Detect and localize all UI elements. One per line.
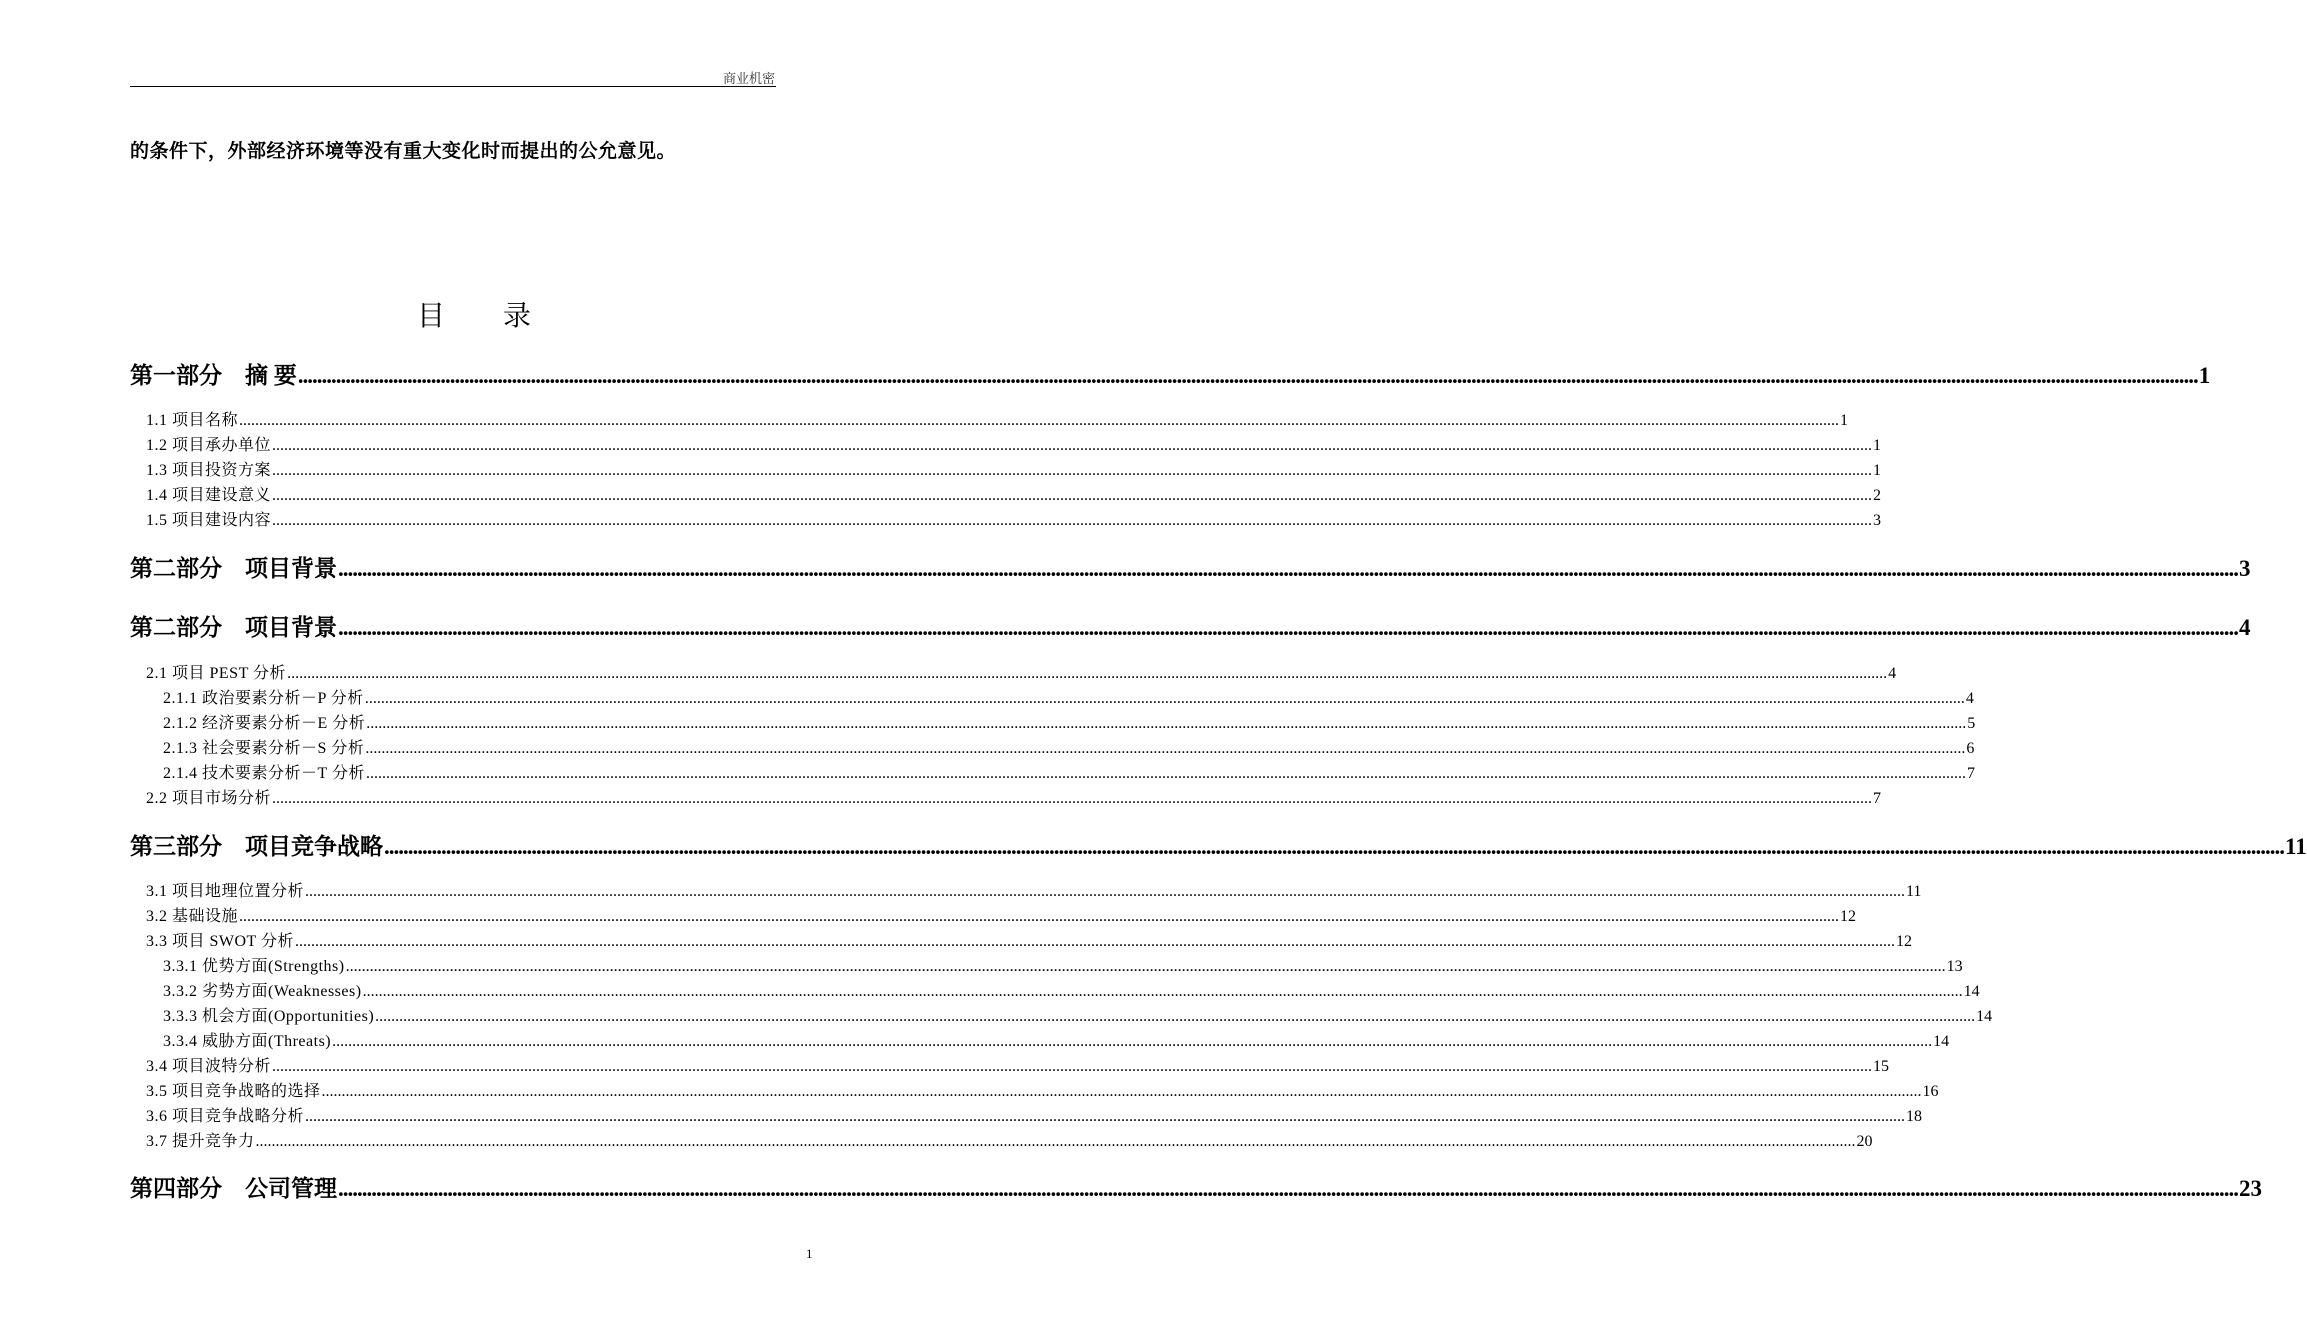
toc-entry-page: 3 [1873, 512, 1882, 529]
toc-entry[interactable] [146, 785, 1882, 808]
toc-leader-dots: ................................................................................................................................................................................................................................................................................................................................................................................................................ [295, 933, 1896, 950]
toc-entry-label: 第一部分 摘 要 [130, 363, 297, 388]
toc-entry-label: 3.3.2 劣势方面(Weaknesses) [163, 983, 362, 1000]
toc-entry[interactable] [163, 1028, 1950, 1051]
toc-entry-page: 1 [1873, 437, 1882, 454]
toc-title [0, 294, 950, 334]
toc-entry-page: 2 [1873, 487, 1882, 504]
toc-leader-dots: ................................................................................................................................................................................................................................................................................................................................................................................................................ [321, 1083, 1922, 1100]
toc-entry-label: 1.1 项目名称 [146, 412, 239, 429]
toc-entry-page: 1 [1873, 462, 1882, 479]
toc-entry-page: 3 [2239, 556, 2251, 581]
toc-entry[interactable] [146, 1128, 1873, 1151]
header-text: 商业机密 [722, 71, 775, 86]
toc-part-entry[interactable] [130, 828, 2307, 861]
toc-leader-dots: ................................................................................................................................................................................................................................................................................................................................................................................................................ [375, 1008, 1976, 1025]
toc-entry-page: 5 [1967, 715, 1976, 732]
toc-entry-label: 第二部分 项目背景 [130, 556, 337, 581]
toc-entry[interactable] [146, 432, 1882, 455]
toc-entry[interactable] [163, 685, 1974, 708]
toc-leader-dots: ................................................................................................................................................................................................................................................................................................................................................................................................................ [365, 740, 1966, 757]
toc-entry-label: 2.1.3 社会要素分析－S 分析 [163, 740, 365, 757]
toc-entry-label: 2.1 项目 PEST 分析 [146, 665, 287, 682]
toc-entry-label: 1.3 项目投资方案 [146, 462, 272, 479]
toc-entry[interactable] [163, 953, 1963, 976]
toc-entry[interactable] [146, 903, 1857, 926]
toc-leader-dots: ................................................................................................................................................................................................................................................................................................................................................................................................................ [362, 983, 1963, 1000]
toc-leader-dots: ................................................................................................................................................................................................................................................................................................................................................................................................................ [384, 834, 2284, 859]
toc-leader-dots: ................................................................................................................................................................................................................................................................................................................................................................................................................ [305, 1108, 1906, 1125]
toc-entry-page: 12 [1840, 908, 1857, 925]
toc-leader-dots: ................................................................................................................................................................................................................................................................................................................................................................................................................ [272, 512, 1873, 529]
toc-leader-dots: ................................................................................................................................................................................................................................................................................................................................................................................................................ [239, 908, 1840, 925]
toc-entry[interactable] [163, 735, 1975, 758]
toc-leader-dots: ................................................................................................................................................................................................................................................................................................................................................................................................................ [338, 615, 2238, 640]
toc-entry[interactable] [146, 1053, 1890, 1076]
toc-leader-dots: ................................................................................................................................................................................................................................................................................................................................................................................................................ [305, 883, 1906, 900]
toc-entry-page: 7 [1873, 790, 1882, 807]
toc-entry-page: 13 [1946, 958, 1963, 975]
toc-leader-dots: ................................................................................................................................................................................................................................................................................................................................................................................................................ [272, 790, 1873, 807]
toc-entry-page: 20 [1856, 1133, 1873, 1150]
toc-entry-label: 3.2 基础设施 [146, 908, 239, 925]
toc-entry-label: 1.4 项目建设意义 [146, 487, 272, 504]
toc-part-entry[interactable] [130, 550, 2251, 583]
toc-entry-page: 23 [2239, 1176, 2262, 1201]
toc-entry[interactable] [163, 760, 1975, 783]
toc-entry-page: 14 [1933, 1033, 1950, 1050]
toc-entry[interactable] [163, 978, 1980, 1001]
toc-entry-label: 2.2 项目市场分析 [146, 790, 272, 807]
toc-entry-label: 3.3.4 威胁方面(Threats) [163, 1033, 332, 1050]
toc-leader-dots: ................................................................................................................................................................................................................................................................................................................................................................................................................ [338, 556, 2238, 581]
toc-entry-label: 3.3.3 机会方面(Opportunities) [163, 1008, 375, 1025]
toc-leader-dots: ................................................................................................................................................................................................................................................................................................................................................................................................................ [287, 665, 1888, 682]
toc-leader-dots: ................................................................................................................................................................................................................................................................................................................................................................................................................ [272, 437, 1873, 454]
toc-entry-label: 3.3 项目 SWOT 分析 [146, 933, 295, 950]
toc-entry[interactable] [146, 1103, 1923, 1126]
toc-entry-page: 6 [1966, 740, 1975, 757]
toc-entry-page: 12 [1896, 933, 1913, 950]
toc-entry-page: 1 [1840, 412, 1849, 429]
toc-entry[interactable] [146, 878, 1922, 901]
toc-entry-label: 2.1.2 经济要素分析－E 分析 [163, 715, 366, 732]
toc-entry-page: 4 [1965, 690, 1974, 707]
toc-entry-label: 3.3.1 优势方面(Strengths) [163, 958, 345, 975]
header-rule [130, 86, 776, 87]
toc-entry[interactable] [146, 507, 1882, 530]
toc-entry-label: 2.1.4 技术要素分析－T 分析 [163, 765, 365, 782]
toc-entry-label: 第四部分 公司管理 [130, 1176, 337, 1201]
toc-entry-label: 3.7 提升竞争力 [146, 1133, 255, 1150]
toc-entry-label: 1.2 项目承办单位 [146, 437, 272, 454]
toc-leader-dots: ................................................................................................................................................................................................................................................................................................................................................................................................................ [272, 462, 1873, 479]
toc-entry[interactable] [146, 928, 1913, 951]
toc-entry-page: 4 [1888, 665, 1897, 682]
toc-leader-dots: ................................................................................................................................................................................................................................................................................................................................................................................................................ [332, 1033, 1933, 1050]
toc-entry-page: 4 [2239, 615, 2251, 640]
toc-entry-label: 3.4 项目波特分析 [146, 1058, 272, 1075]
toc-leader-dots: ................................................................................................................................................................................................................................................................................................................................................................................................................ [239, 412, 1840, 429]
toc-entry[interactable] [146, 660, 1897, 683]
toc-entry-page: 11 [2285, 834, 2307, 859]
toc-leader-dots: ................................................................................................................................................................................................................................................................................................................................................................................................................ [272, 1058, 1873, 1075]
toc-entry-page: 1 [2198, 363, 2211, 388]
toc-entry-label: 3.5 项目竞争战略的选择 [146, 1083, 321, 1100]
toc-entry-label: 第三部分 项目竞争战略 [130, 834, 383, 859]
toc-entry[interactable] [146, 457, 1882, 480]
toc-entry-label: 3.1 项目地理位置分析 [146, 883, 305, 900]
toc-leader-dots: ................................................................................................................................................................................................................................................................................................................................................................................................................ [345, 958, 1946, 975]
toc-entry-label: 第二部分 项目背景 [130, 615, 337, 640]
toc-leader-dots: ................................................................................................................................................................................................................................................................................................................................................................................................................ [338, 1176, 2238, 1201]
toc-leader-dots: ................................................................................................................................................................................................................................................................................................................................................................................................................ [272, 487, 1873, 504]
toc-entry-page: 15 [1873, 1058, 1890, 1075]
toc-entry-page: 14 [1976, 1008, 1993, 1025]
toc-leader-dots: ................................................................................................................................................................................................................................................................................................................................................................................................................ [297, 363, 2198, 388]
toc-part-entry[interactable] [130, 609, 2251, 642]
toc-title-left: 目 [416, 301, 447, 332]
toc-title-right: 录 [503, 301, 534, 332]
intro-paragraph: 的条件下，外部经济环境等没有重大变化时而提出的公允意见。 [130, 141, 677, 162]
toc-entry-page: 18 [1906, 1108, 1923, 1125]
toc-entry[interactable] [146, 1078, 1939, 1101]
toc-entry[interactable] [163, 1003, 1993, 1026]
toc-entry-label: 1.5 项目建设内容 [146, 512, 272, 529]
toc-entry-page: 11 [1906, 883, 1922, 900]
toc-entry-page: 7 [1967, 765, 1975, 782]
toc-leader-dots: ................................................................................................................................................................................................................................................................................................................................................................................................................ [255, 1133, 1856, 1150]
toc-leader-dots: ................................................................................................................................................................................................................................................................................................................................................................................................................ [366, 765, 1966, 782]
toc-entry-page: 14 [1963, 983, 1980, 1000]
toc-entry[interactable] [146, 407, 1849, 430]
toc-entry-page: 16 [1922, 1083, 1939, 1100]
page-number: 1 [806, 1246, 813, 1261]
toc-entry-label: 2.1.1 政治要素分析－P 分析 [163, 690, 364, 707]
toc-leader-dots: ................................................................................................................................................................................................................................................................................................................................................................................................................ [364, 690, 1965, 707]
toc-leader-dots: ................................................................................................................................................................................................................................................................................................................................................................................................................ [366, 715, 1967, 732]
toc-entry-label: 3.6 项目竞争战略分析 [146, 1108, 305, 1125]
toc-part-entry[interactable] [130, 1170, 2262, 1203]
toc-entry[interactable] [146, 482, 1882, 505]
toc-part-entry[interactable] [130, 357, 2211, 390]
toc-entry[interactable] [163, 710, 1976, 733]
